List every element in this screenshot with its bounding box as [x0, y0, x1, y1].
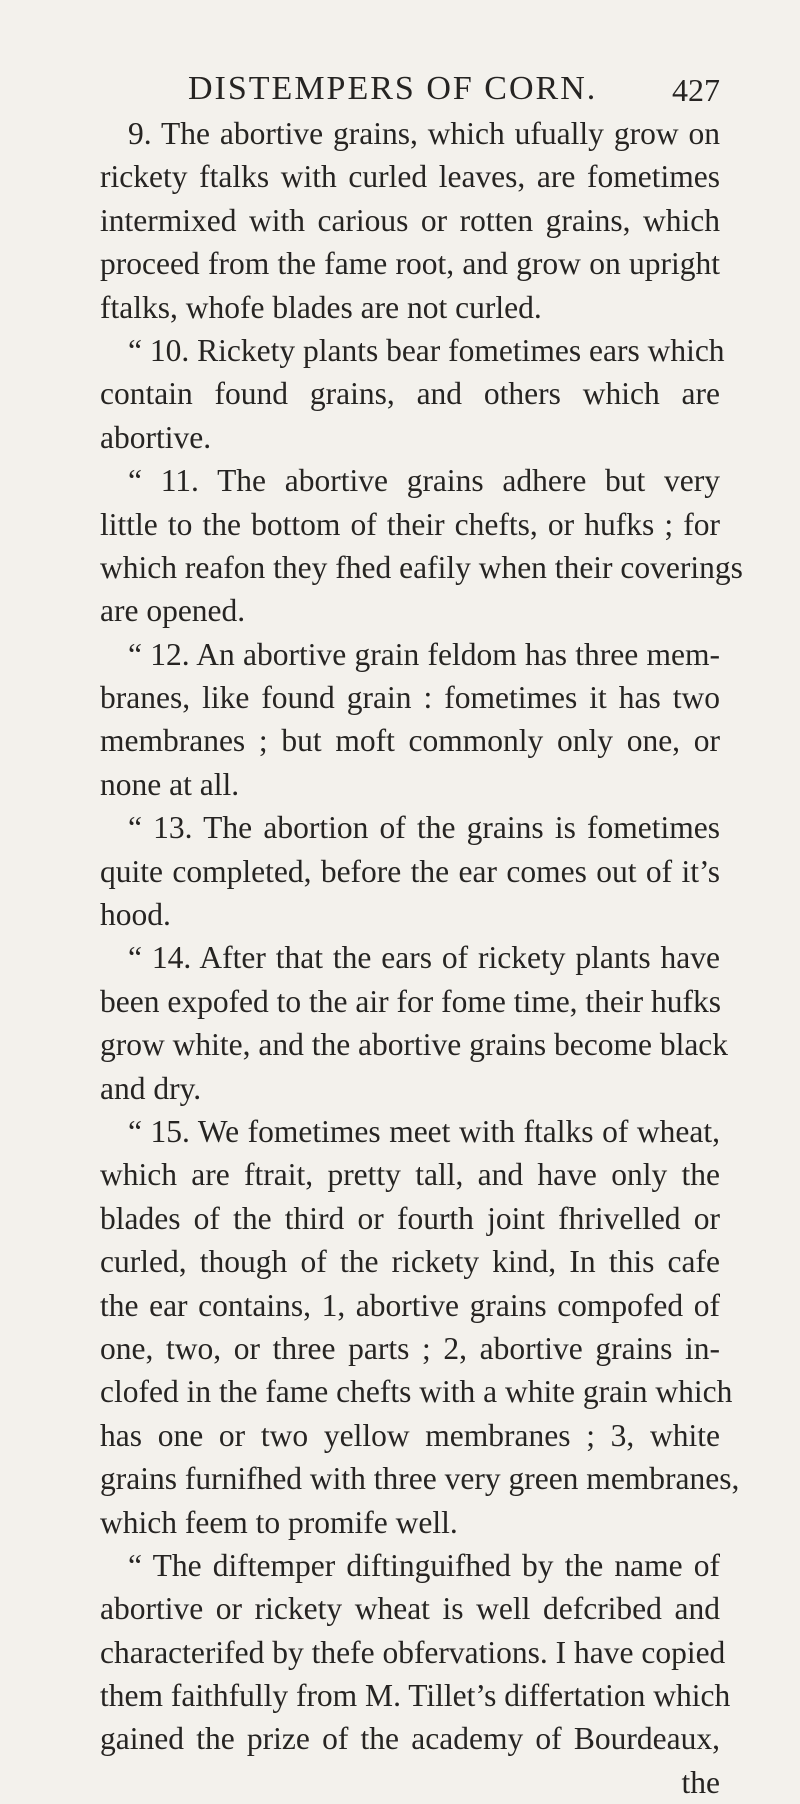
text-line: “ 13. The abortion of the grains is fometimes: [128, 810, 720, 846]
text-line: which reafon they fhed eafily when their coverings: [100, 549, 743, 585]
text-line: proceed from the fame root, and grow on upright: [100, 246, 720, 282]
body-text: [100, 112, 743, 1804]
page-number: 427: [672, 72, 720, 108]
text-line: hood.: [100, 897, 171, 933]
text-line: abortive or rickety wheat is well defcribed and: [100, 1591, 720, 1627]
text-line: rickety ftalks with curled leaves, are fometimes: [100, 159, 720, 195]
text-line: “ 11. The abortive grains adhere but very: [128, 463, 720, 499]
text-line: 9. The abortive grains, which ufually grow on: [128, 116, 720, 151]
text-line: branes, like found grain : fometimes it has two: [100, 680, 720, 716]
text-line: has one or two yellow membranes ; 3, white: [100, 1417, 720, 1453]
running-head: DISTEMPERS OF CORN.: [188, 70, 598, 107]
text-line: and dry.: [100, 1070, 202, 1106]
text-line: curled, though of the rickety kind, In this cafe: [100, 1244, 720, 1280]
text-line: ftalks, whofe blades are not curled.: [100, 289, 542, 325]
catchword: the: [681, 1764, 720, 1800]
text-line: contain found grains, and others which are: [100, 376, 720, 412]
text-line: little to the bottom of their chefts, or hufks ; for: [100, 506, 720, 542]
text-line: grow white, and the abortive grains become black: [100, 1027, 729, 1063]
text-line: “ 15. We fometimes meet with ftalks of wheat,: [128, 1113, 720, 1149]
text-line: clofed in the fame chefts with a white grain which: [100, 1374, 733, 1410]
text-line: quite completed, before the ear comes out of it’s: [100, 853, 720, 889]
text-line: one, two, or three parts ; 2, abortive grains in-: [100, 1330, 720, 1366]
text-line: which are ftrait, pretty tall, and have only the: [100, 1157, 720, 1193]
text-line: intermixed with carious or rotten grains, which: [100, 202, 720, 238]
text-line: none at all.: [100, 766, 240, 802]
text-line: membranes ; but moft commonly only one, or: [100, 723, 720, 759]
text-line: blades of the third or fourth joint fhrivelled or: [100, 1200, 720, 1236]
text-line: are opened.: [100, 593, 246, 629]
text-line: been expofed to the air for fome time, their hufks: [100, 983, 722, 1019]
text-line: the ear contains, 1, abortive grains compofed of: [100, 1287, 720, 1323]
text-line: grains furnifhed with three very green membranes,: [100, 1461, 740, 1497]
text-line: gained the prize of the academy of Bourdeaux,: [100, 1721, 720, 1757]
text-line: which feem to promife well.: [100, 1504, 458, 1540]
text-line: characterifed by thefe obfervations. I have copied: [100, 1634, 726, 1670]
text-line: “ The diftemper diftinguifhed by the name of: [128, 1547, 720, 1583]
text-line: abortive.: [100, 419, 212, 455]
text-line: them faithfully from M. Tillet’s differtation which: [100, 1678, 731, 1714]
text-line: “ 14. After that the ears of rickety plants have: [128, 940, 720, 976]
text-line: “ 12. An abortive grain feldom has three mem-: [128, 636, 720, 672]
text-line: “ 10. Rickety plants bear fometimes ears which: [128, 332, 725, 368]
